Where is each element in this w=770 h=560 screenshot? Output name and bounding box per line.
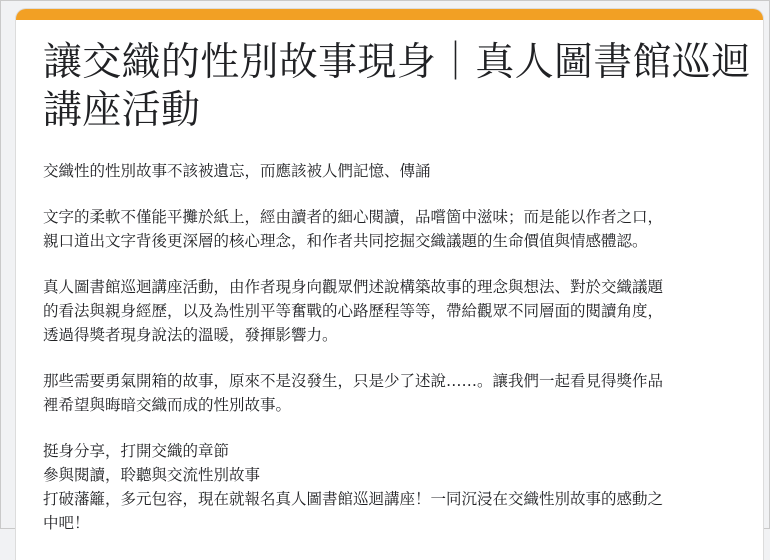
description-line: 中吧！ <box>43 514 90 532</box>
description-line: 挺身分享，打開交織的章節 <box>43 442 230 460</box>
description-paragraph-3 <box>43 275 743 347</box>
description-line: 交織性的性別故事不該被遺忘，而應該被人們記憶、傳誦 <box>43 162 431 180</box>
description-line: 裡希望與晦暗交織而成的性別故事。 <box>43 396 292 414</box>
description-line: 的看法與親身經歷，以及為性別平等奮戰的心路歷程等等，帶給觀眾不同層面的閱讀角度， <box>43 302 664 320</box>
form-description <box>43 159 743 557</box>
form-title-line: 讓交織的性別故事現身｜真人圖書館巡迴 <box>43 40 751 85</box>
description-line: 文字的柔軟不僅能平攤於紙上，經由讀者的細心閱讀，品嚐箇中滋味；而是能以作者之口， <box>43 208 664 226</box>
description-paragraph-5 <box>43 439 743 535</box>
description-line: 參與閱讀，聆聽與交流性別故事 <box>43 466 261 484</box>
description-line: 透過得獎者現身說法的溫暖，發揮影響力。 <box>43 326 338 344</box>
description-line: 打破藩籬，多元包容，現在就報名真人圖書館巡迴講座！一同沉浸在交織性別故事的感動之 <box>43 490 664 508</box>
description-line: 真人圖書館巡迴講座活動，由作者現身向觀眾們述說構築故事的理念與想法、對於交織議題 <box>43 278 664 296</box>
form-title <box>43 39 751 135</box>
description-paragraph-4 <box>43 369 743 417</box>
description-paragraph-1 <box>43 159 743 183</box>
description-paragraph-2 <box>43 205 743 253</box>
form-header-card <box>16 9 763 560</box>
form-title-line: 講座活動 <box>43 88 201 133</box>
description-line: 那些需要勇氣開箱的故事，原來不是沒發生，只是少了述說……。讓我們一起看見得獎作品 <box>43 372 664 390</box>
description-line: 親口道出文字背後更深層的核心理念，和作者共同挖掘交織議題的生命價值與情感體認。 <box>43 232 648 250</box>
